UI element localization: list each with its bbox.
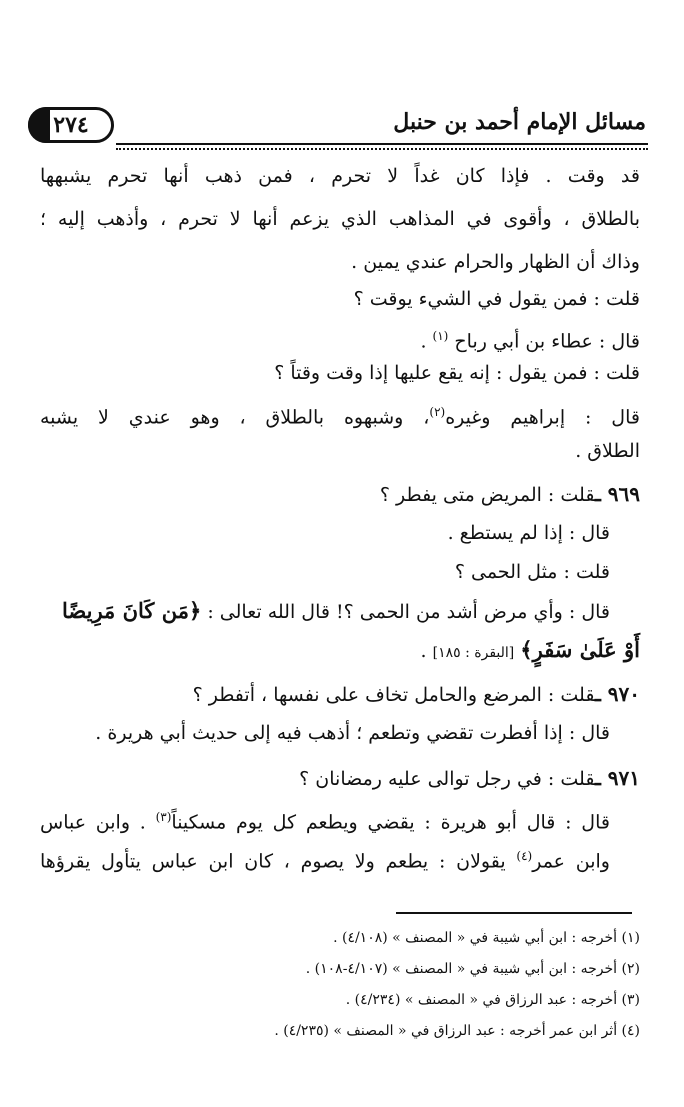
issue-970: ٩٧٠ ـقلت : المرضع والحامل تخاف على نفسها ، أتفطر ؟	[192, 682, 640, 706]
note-ref: (١)	[432, 329, 449, 343]
text-line: بالطلاق ، وأقوى في المذاهب الذي يزعم أنها لا تحرم ، وأذهب إليه ؛	[40, 208, 640, 230]
text-line: قلت : مثل الحمى ؟	[454, 561, 610, 583]
text-line: أَوْ عَلَىٰ سَفَرٍ﴾ [البقرة : ١٨٥] .	[420, 637, 640, 662]
footnote: (٢) أخرجه : ابن أبي شيبة في « المصنف » (٤/١٠٧-١٠٨) .	[305, 961, 640, 977]
text-line: قال : عطاء بن أبي رباح $^{(١)}$ .	[420, 329, 640, 353]
verse-citation: [البقرة : ١٨٥]	[432, 645, 515, 661]
quran-verse: ﴿مَن كَانَ مَرِيضًا	[62, 598, 202, 623]
quran-verse: أَوْ عَلَىٰ سَفَرٍ﴾	[520, 637, 640, 662]
text-line: الطلاق .	[575, 440, 640, 462]
footnote: (٤) أثر ابن عمر أخرجه : عبد الرزاق في « المصنف » (٤/٢٣٥) .	[274, 1023, 640, 1039]
text-line: قال : قال أبو هريرة : يقضي ويطعم كل يوم مسكيناً$^{(٣)}$ . وابن عباس	[40, 810, 610, 834]
text-line: وذاك أن الظهار والحرام عندي يمين .	[351, 251, 640, 273]
page-number: ٢٧٤	[53, 112, 89, 138]
issue-969: ٩٦٩ ـقلت : المريض متى يفطر ؟	[379, 482, 640, 506]
text-line: قال : إذا لم يستطع .	[447, 522, 610, 544]
note-ref: (٢)	[429, 405, 446, 419]
page-header	[28, 105, 648, 149]
issue-number: ٩٧١	[607, 766, 640, 790]
text-line: قلت : فمن يقول في الشيء يوقت ؟	[353, 288, 640, 310]
text-line: قلت : فمن يقول : إنه يقع عليها إذا وقت وقتاً ؟	[274, 362, 640, 384]
note-ref: (٣)	[155, 810, 172, 824]
issue-number: ٩٦٩	[607, 482, 640, 506]
footnote: (١) أخرجه : ابن أبي شيبة في « المصنف » (٤/١٠٨) .	[333, 930, 640, 946]
issue-971: ٩٧١ ـقلت : في رجل توالى عليه رمضانان ؟	[299, 766, 640, 790]
header-dotted-rule	[116, 148, 648, 150]
page-number-badge	[28, 107, 114, 143]
footnote: (٣) أخرجه : عبد الرزاق في « المصنف » (٤/٢٣٤) .	[345, 992, 640, 1008]
text-line: قال : وأي مرض أشد من الحمى ؟! قال الله تعالى : ﴿مَن كَانَ مَرِيضًا	[62, 598, 610, 623]
text-line: وابن عمر$^{(٤)}$ يقولان : يطعم ولا يصوم ، كان ابن عباس يتأول يقرؤها	[40, 849, 610, 873]
issue-number: ٩٧٠	[607, 682, 640, 706]
running-title: مسائل الإمام أحمد بن حنبل	[393, 109, 646, 135]
header-rule	[116, 143, 648, 145]
note-ref: (٤)	[516, 849, 533, 863]
text-line: قال : إذا أفطرت تقضي وتطعم ؛ أذهب فيه إلى حديث أبي هريرة .	[95, 722, 610, 744]
footnote-separator	[396, 912, 632, 914]
text-line: قال : إبراهيم وغيره$^{(٢)}$، وشبهوه بالطلاق ، وهو عندي لا يشبه	[40, 405, 640, 429]
text-line: قد وقت . فإذا كان غداً لا تحرم ، فمن ذهب أنها تحرم يشبهها	[40, 165, 640, 187]
